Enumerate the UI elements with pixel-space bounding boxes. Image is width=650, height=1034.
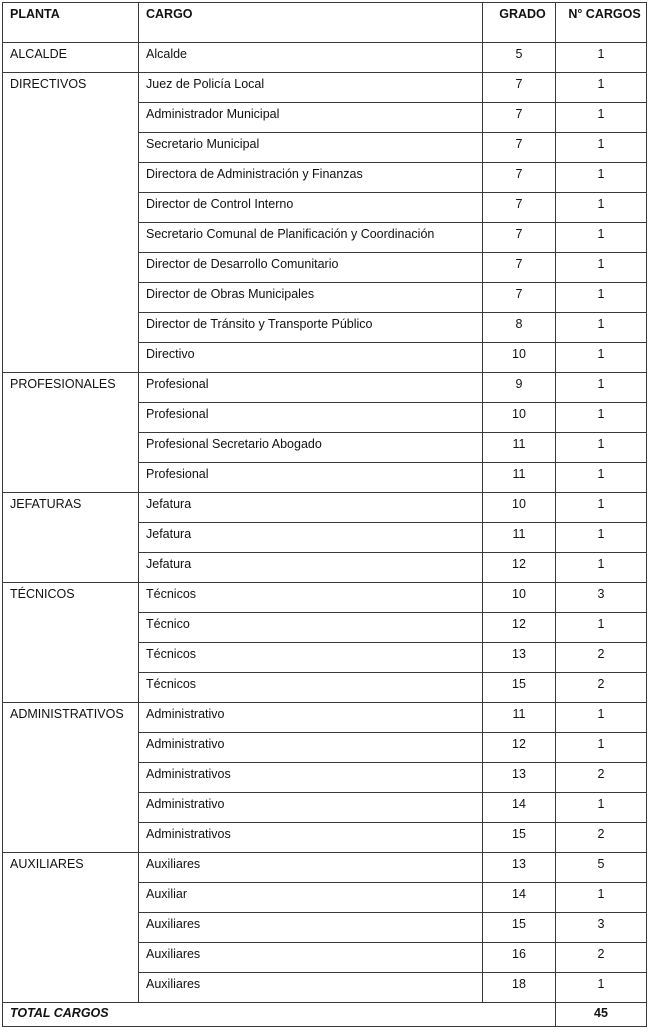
n-cargos-cell: 3 bbox=[556, 913, 647, 943]
table-row bbox=[3, 73, 647, 103]
total-label: TOTAL CARGOS bbox=[3, 1003, 556, 1027]
n-cargos-cell: 1 bbox=[556, 253, 647, 283]
cargo-cell: Profesional bbox=[139, 463, 483, 493]
table-row bbox=[3, 613, 647, 643]
cargo-cell: Técnicos bbox=[139, 583, 483, 613]
cargo-cell: Profesional bbox=[139, 373, 483, 403]
table-row bbox=[3, 463, 647, 493]
grado-cell: 18 bbox=[483, 973, 556, 1003]
n-cargos-cell: 5 bbox=[556, 853, 647, 883]
table-row bbox=[3, 553, 647, 583]
cargo-cell: Administrativos bbox=[139, 823, 483, 853]
cargo-cell: Auxiliares bbox=[139, 853, 483, 883]
table-row bbox=[3, 973, 647, 1003]
cargo-cell: Auxiliares bbox=[139, 973, 483, 1003]
planta-cell bbox=[3, 913, 139, 943]
n-cargos-cell: 1 bbox=[556, 793, 647, 823]
total-value: 45 bbox=[556, 1003, 647, 1027]
n-cargos-cell: 1 bbox=[556, 703, 647, 733]
n-cargos-cell: 3 bbox=[556, 583, 647, 613]
n-cargos-cell: 1 bbox=[556, 283, 647, 313]
planta-cell bbox=[3, 163, 139, 193]
n-cargos-cell: 1 bbox=[556, 493, 647, 523]
grado-cell: 7 bbox=[483, 133, 556, 163]
n-cargos-cell: 1 bbox=[556, 403, 647, 433]
table-row bbox=[3, 793, 647, 823]
total-row bbox=[3, 1003, 647, 1027]
table-row bbox=[3, 523, 647, 553]
n-cargos-cell: 1 bbox=[556, 613, 647, 643]
cargo-cell: Jefatura bbox=[139, 493, 483, 523]
n-cargos-cell: 1 bbox=[556, 313, 647, 343]
grado-cell: 15 bbox=[483, 913, 556, 943]
planta-cell bbox=[3, 793, 139, 823]
grado-cell: 11 bbox=[483, 433, 556, 463]
table-row bbox=[3, 823, 647, 853]
planta-cell: AUXILIARES bbox=[3, 853, 139, 883]
grado-cell: 10 bbox=[483, 583, 556, 613]
header-cargo: CARGO bbox=[139, 3, 483, 43]
cargo-cell: Auxiliar bbox=[139, 883, 483, 913]
header-row bbox=[3, 3, 647, 43]
table-row bbox=[3, 913, 647, 943]
table-row bbox=[3, 643, 647, 673]
grado-cell: 15 bbox=[483, 823, 556, 853]
planta-cell bbox=[3, 523, 139, 553]
cargos-table bbox=[2, 2, 647, 1027]
planta-cell bbox=[3, 733, 139, 763]
n-cargos-cell: 2 bbox=[556, 673, 647, 703]
header-planta: PLANTA bbox=[3, 3, 139, 43]
planta-cell bbox=[3, 283, 139, 313]
cargo-cell: Secretario Municipal bbox=[139, 133, 483, 163]
planta-cell bbox=[3, 193, 139, 223]
n-cargos-cell: 1 bbox=[556, 343, 647, 373]
grado-cell: 8 bbox=[483, 313, 556, 343]
grado-cell: 9 bbox=[483, 373, 556, 403]
n-cargos-cell: 1 bbox=[556, 103, 647, 133]
table-row bbox=[3, 343, 647, 373]
planta-cell bbox=[3, 433, 139, 463]
planta-cell bbox=[3, 883, 139, 913]
grado-cell: 14 bbox=[483, 883, 556, 913]
grado-cell: 16 bbox=[483, 943, 556, 973]
n-cargos-cell: 1 bbox=[556, 523, 647, 553]
table-row bbox=[3, 703, 647, 733]
table-row bbox=[3, 853, 647, 883]
grado-cell: 12 bbox=[483, 553, 556, 583]
cargo-cell: Administrativo bbox=[139, 733, 483, 763]
cargo-cell: Juez de Policía Local bbox=[139, 73, 483, 103]
n-cargos-cell: 1 bbox=[556, 553, 647, 583]
table-row bbox=[3, 583, 647, 613]
cargo-cell: Administrativo bbox=[139, 703, 483, 733]
grado-cell: 7 bbox=[483, 103, 556, 133]
n-cargos-cell: 1 bbox=[556, 223, 647, 253]
grado-cell: 12 bbox=[483, 613, 556, 643]
grado-cell: 10 bbox=[483, 403, 556, 433]
table-body bbox=[3, 43, 647, 1003]
cargo-cell: Profesional Secretario Abogado bbox=[139, 433, 483, 463]
grado-cell: 7 bbox=[483, 73, 556, 103]
planta-cell bbox=[3, 223, 139, 253]
grado-cell: 5 bbox=[483, 43, 556, 73]
planta-cell bbox=[3, 133, 139, 163]
table-row bbox=[3, 133, 647, 163]
planta-cell bbox=[3, 643, 139, 673]
planta-cell bbox=[3, 613, 139, 643]
table-row bbox=[3, 403, 647, 433]
table-row bbox=[3, 43, 647, 73]
table-row bbox=[3, 223, 647, 253]
n-cargos-cell: 1 bbox=[556, 463, 647, 493]
grado-cell: 11 bbox=[483, 523, 556, 553]
cargo-cell: Directivo bbox=[139, 343, 483, 373]
n-cargos-cell: 2 bbox=[556, 763, 647, 793]
cargo-cell: Jefatura bbox=[139, 553, 483, 583]
table-row bbox=[3, 493, 647, 523]
planta-cell: DIRECTIVOS bbox=[3, 73, 139, 103]
cargo-cell: Auxiliares bbox=[139, 943, 483, 973]
n-cargos-cell: 1 bbox=[556, 433, 647, 463]
cargo-cell: Técnicos bbox=[139, 673, 483, 703]
table-row bbox=[3, 283, 647, 313]
planta-cell bbox=[3, 943, 139, 973]
grado-cell: 15 bbox=[483, 673, 556, 703]
planta-cell bbox=[3, 343, 139, 373]
grado-cell: 13 bbox=[483, 763, 556, 793]
cargo-cell: Director de Desarrollo Comunitario bbox=[139, 253, 483, 283]
planta-cell bbox=[3, 673, 139, 703]
grado-cell: 7 bbox=[483, 223, 556, 253]
grado-cell: 7 bbox=[483, 253, 556, 283]
grado-cell: 14 bbox=[483, 793, 556, 823]
cargo-cell: Auxiliares bbox=[139, 913, 483, 943]
n-cargos-cell: 1 bbox=[556, 43, 647, 73]
grado-cell: 11 bbox=[483, 463, 556, 493]
cargo-cell: Director de Obras Municipales bbox=[139, 283, 483, 313]
grado-cell: 13 bbox=[483, 643, 556, 673]
grado-cell: 12 bbox=[483, 733, 556, 763]
header-n-cargos: N° CARGOS bbox=[556, 3, 647, 43]
n-cargos-cell: 1 bbox=[556, 73, 647, 103]
table-row bbox=[3, 253, 647, 283]
planta-cell: ADMINISTRATIVOS bbox=[3, 703, 139, 733]
table-row bbox=[3, 193, 647, 223]
cargo-cell: Alcalde bbox=[139, 43, 483, 73]
table-row bbox=[3, 163, 647, 193]
planta-cell bbox=[3, 313, 139, 343]
planta-cell bbox=[3, 463, 139, 493]
grado-cell: 13 bbox=[483, 853, 556, 883]
grado-cell: 11 bbox=[483, 703, 556, 733]
cargo-cell: Director de Control Interno bbox=[139, 193, 483, 223]
table-row bbox=[3, 733, 647, 763]
grado-cell: 7 bbox=[483, 163, 556, 193]
cargo-cell: Secretario Comunal de Planificación y Coordinación bbox=[139, 223, 483, 253]
header-grado: GRADO bbox=[483, 3, 556, 43]
table-row bbox=[3, 373, 647, 403]
table-row bbox=[3, 943, 647, 973]
n-cargos-cell: 2 bbox=[556, 643, 647, 673]
planta-cell: TÉCNICOS bbox=[3, 583, 139, 613]
n-cargos-cell: 1 bbox=[556, 373, 647, 403]
n-cargos-cell: 1 bbox=[556, 733, 647, 763]
planta-cell: PROFESIONALES bbox=[3, 373, 139, 403]
cargo-cell: Jefatura bbox=[139, 523, 483, 553]
table-row bbox=[3, 673, 647, 703]
cargo-cell: Directora de Administración y Finanzas bbox=[139, 163, 483, 193]
planta-cell: ALCALDE bbox=[3, 43, 139, 73]
planta-cell: JEFATURAS bbox=[3, 493, 139, 523]
planta-cell bbox=[3, 253, 139, 283]
grado-cell: 10 bbox=[483, 493, 556, 523]
n-cargos-cell: 2 bbox=[556, 943, 647, 973]
table-row bbox=[3, 883, 647, 913]
cargo-cell: Administrativos bbox=[139, 763, 483, 793]
grado-cell: 7 bbox=[483, 283, 556, 313]
grado-cell: 10 bbox=[483, 343, 556, 373]
cargo-cell: Administrativo bbox=[139, 793, 483, 823]
planta-cell bbox=[3, 823, 139, 853]
cargo-cell: Profesional bbox=[139, 403, 483, 433]
n-cargos-cell: 1 bbox=[556, 883, 647, 913]
planta-cell bbox=[3, 553, 139, 583]
planta-cell bbox=[3, 103, 139, 133]
table-row bbox=[3, 103, 647, 133]
cargo-cell: Técnico bbox=[139, 613, 483, 643]
table-row bbox=[3, 313, 647, 343]
cargo-cell: Director de Tránsito y Transporte Público bbox=[139, 313, 483, 343]
planta-cell bbox=[3, 973, 139, 1003]
n-cargos-cell: 1 bbox=[556, 973, 647, 1003]
cargo-cell: Técnicos bbox=[139, 643, 483, 673]
table-row bbox=[3, 763, 647, 793]
grado-cell: 7 bbox=[483, 193, 556, 223]
n-cargos-cell: 1 bbox=[556, 133, 647, 163]
table-row bbox=[3, 433, 647, 463]
n-cargos-cell: 2 bbox=[556, 823, 647, 853]
cargo-cell: Administrador Municipal bbox=[139, 103, 483, 133]
n-cargos-cell: 1 bbox=[556, 163, 647, 193]
planta-cell bbox=[3, 763, 139, 793]
n-cargos-cell: 1 bbox=[556, 193, 647, 223]
planta-cell bbox=[3, 403, 139, 433]
